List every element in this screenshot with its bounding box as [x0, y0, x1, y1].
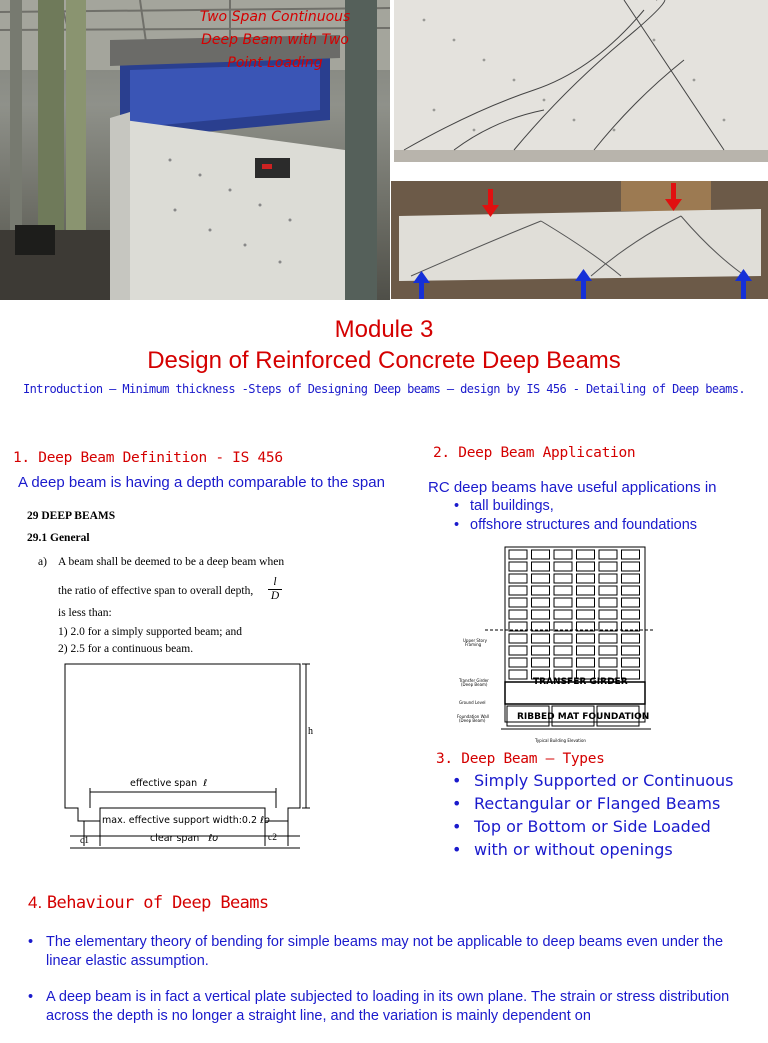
building-window [509, 550, 527, 559]
building-window [532, 658, 550, 667]
type-item: • Simply Supported or Continuous [440, 769, 734, 792]
building-window [622, 610, 640, 619]
svg-text:Ground Level: Ground Level [459, 700, 486, 705]
section2-heading: 2. Deep Beam Application [433, 445, 636, 461]
building-window [509, 586, 527, 595]
svg-text:Upper Story: Upper Story [463, 638, 487, 643]
building-window [599, 646, 617, 655]
section4-title: Behaviour of Deep Beams [46, 893, 269, 913]
svg-text:(Deep Beam): (Deep Beam) [459, 718, 486, 723]
fig-h-label: h [308, 726, 313, 737]
behaviour-bullets [26, 933, 746, 1043]
building-window [554, 658, 572, 667]
svg-text:Transfer Girder: Transfer Girder [459, 678, 489, 683]
building-window [532, 586, 550, 595]
application-item: • tall buildings, [440, 497, 697, 516]
photo-crack-pattern [394, 0, 768, 162]
caption-line-1: Two Span Continuous [199, 9, 351, 25]
fig-c1-label: c1 [80, 836, 89, 846]
building-window [622, 598, 640, 607]
fraction-l-over-d: l D [268, 576, 282, 603]
building-window [577, 634, 595, 643]
section1-heading: 1. Deep Beam Definition - IS 456 [13, 450, 283, 466]
building-window [599, 598, 617, 607]
deep-beam-geometry-figure [60, 656, 320, 856]
svg-text:Foundation Wall: Foundation Wall [457, 714, 489, 719]
building-window [599, 634, 617, 643]
deep-beam-types-list [440, 769, 734, 861]
clause-item-2: 2) 2.5 for a continuous beam. [58, 643, 194, 655]
caption-line-3: Point Loading [227, 55, 323, 71]
building-window [622, 550, 640, 559]
deep-beam-definition: A deep beam is having a depth comparable to the span [18, 474, 385, 491]
building-window [577, 610, 595, 619]
svg-text:(Deep Beam): (Deep Beam) [461, 682, 488, 687]
type-item: • Top or Bottom or Side Loaded [440, 815, 734, 838]
transfer-girder-building-figure [455, 544, 655, 748]
svg-text:Typical Building Elevation: Typical Building Elevation [535, 738, 586, 743]
clause-item-1: 1) 2.0 for a simply supported beam; and [58, 626, 242, 638]
fig-transfer-girder-label: TRANSFER GIRDER [533, 677, 628, 687]
building-window [554, 586, 572, 595]
building-window [622, 646, 640, 655]
fig-clear-span-label: clear span ℓo [150, 833, 219, 844]
building-window [532, 550, 550, 559]
building-window [599, 550, 617, 559]
building-window [577, 550, 595, 559]
fig-support-width-label: max. effective support width:0.2 ℓo [102, 815, 270, 826]
building-window [599, 610, 617, 619]
page-title: Design of Reinforced Concrete Deep Beams [147, 347, 621, 374]
beam-elevation-sketch [60, 656, 320, 856]
application-item: • offshore structures and foundations [440, 516, 697, 535]
module-subtitle: Introduction – Minimum thickness -Steps of Designing Deep beams – design by IS 456 - Detailing of Deep beams. [22, 382, 746, 396]
building-window [554, 562, 572, 571]
building-window [532, 646, 550, 655]
building-window [599, 658, 617, 667]
application-list [440, 497, 697, 535]
type-item: • with or without openings [440, 838, 734, 861]
behaviour-bullet: • A deep beam is in fact a vertical plate subjected to loading in its own plane. The strain or stress distribution across the depth is no longer a straight line, and the variation is mainly dependent on [26, 988, 746, 1026]
building-window [577, 658, 595, 667]
building-window [532, 562, 550, 571]
svg-text:Framing: Framing [465, 642, 482, 647]
clause-subtitle: 29.1 General [27, 532, 90, 544]
clause-a-line2: the ratio of effective span to overall depth, [58, 585, 254, 597]
building-window [509, 670, 527, 679]
building-window [532, 610, 550, 619]
building-window [532, 574, 550, 583]
building-window [554, 574, 572, 583]
behaviour-bullet: • The elementary theory of bending for simple beams may not be applicable to deep beams even under the linear elastic assumption. [26, 933, 746, 971]
building-window [577, 586, 595, 595]
section4-heading [28, 893, 269, 913]
building-window [599, 562, 617, 571]
building-window [577, 598, 595, 607]
fig-effective-span-label: effective span ℓ [130, 778, 208, 789]
caption-line-2: Deep Beam with Two [201, 32, 349, 48]
building-window [509, 610, 527, 619]
building-window [509, 646, 527, 655]
fig-ribbed-mat-label: RIBBED MAT FOUNDATION [517, 712, 650, 722]
module-title: Module 3 [334, 316, 434, 343]
building-window [509, 634, 527, 643]
application-intro: RC deep beams have useful applications in [428, 479, 717, 496]
building-window [554, 634, 572, 643]
type-item: • Rectangular or Flanged Beams [440, 792, 734, 815]
building-window [509, 562, 527, 571]
building-window [622, 658, 640, 667]
photo-scene-cracks [394, 0, 768, 162]
clause-a-line3: is less than: [58, 607, 112, 619]
building-window [554, 598, 572, 607]
building-window [577, 562, 595, 571]
photo-caption [170, 6, 380, 75]
building-window [622, 634, 640, 643]
clause-a-prefix: a) [38, 556, 47, 568]
building-window [577, 574, 595, 583]
photo-deep-beam-test-setup [0, 0, 390, 300]
building-window [622, 586, 640, 595]
clause-title: 29 DEEP BEAMS [27, 510, 116, 522]
building-window [554, 550, 572, 559]
photo-failed-beam [391, 181, 768, 299]
section3-heading: 3. Deep Beam – Types [436, 751, 605, 767]
building-window [554, 646, 572, 655]
building-window [532, 598, 550, 607]
building-window [622, 574, 640, 583]
building-window [599, 574, 617, 583]
building-window [509, 658, 527, 667]
building-window [532, 634, 550, 643]
building-window [509, 598, 527, 607]
photo-scene-failed-beam [391, 181, 768, 299]
building-window [599, 586, 617, 595]
building-window [622, 562, 640, 571]
building-window [554, 610, 572, 619]
building-window [509, 574, 527, 583]
building-window [577, 646, 595, 655]
clause-a-line1: A beam shall be deemed to be a deep beam when [58, 556, 285, 568]
fig-c2-label: c2 [268, 833, 277, 843]
section4-number: 4. [28, 893, 43, 912]
